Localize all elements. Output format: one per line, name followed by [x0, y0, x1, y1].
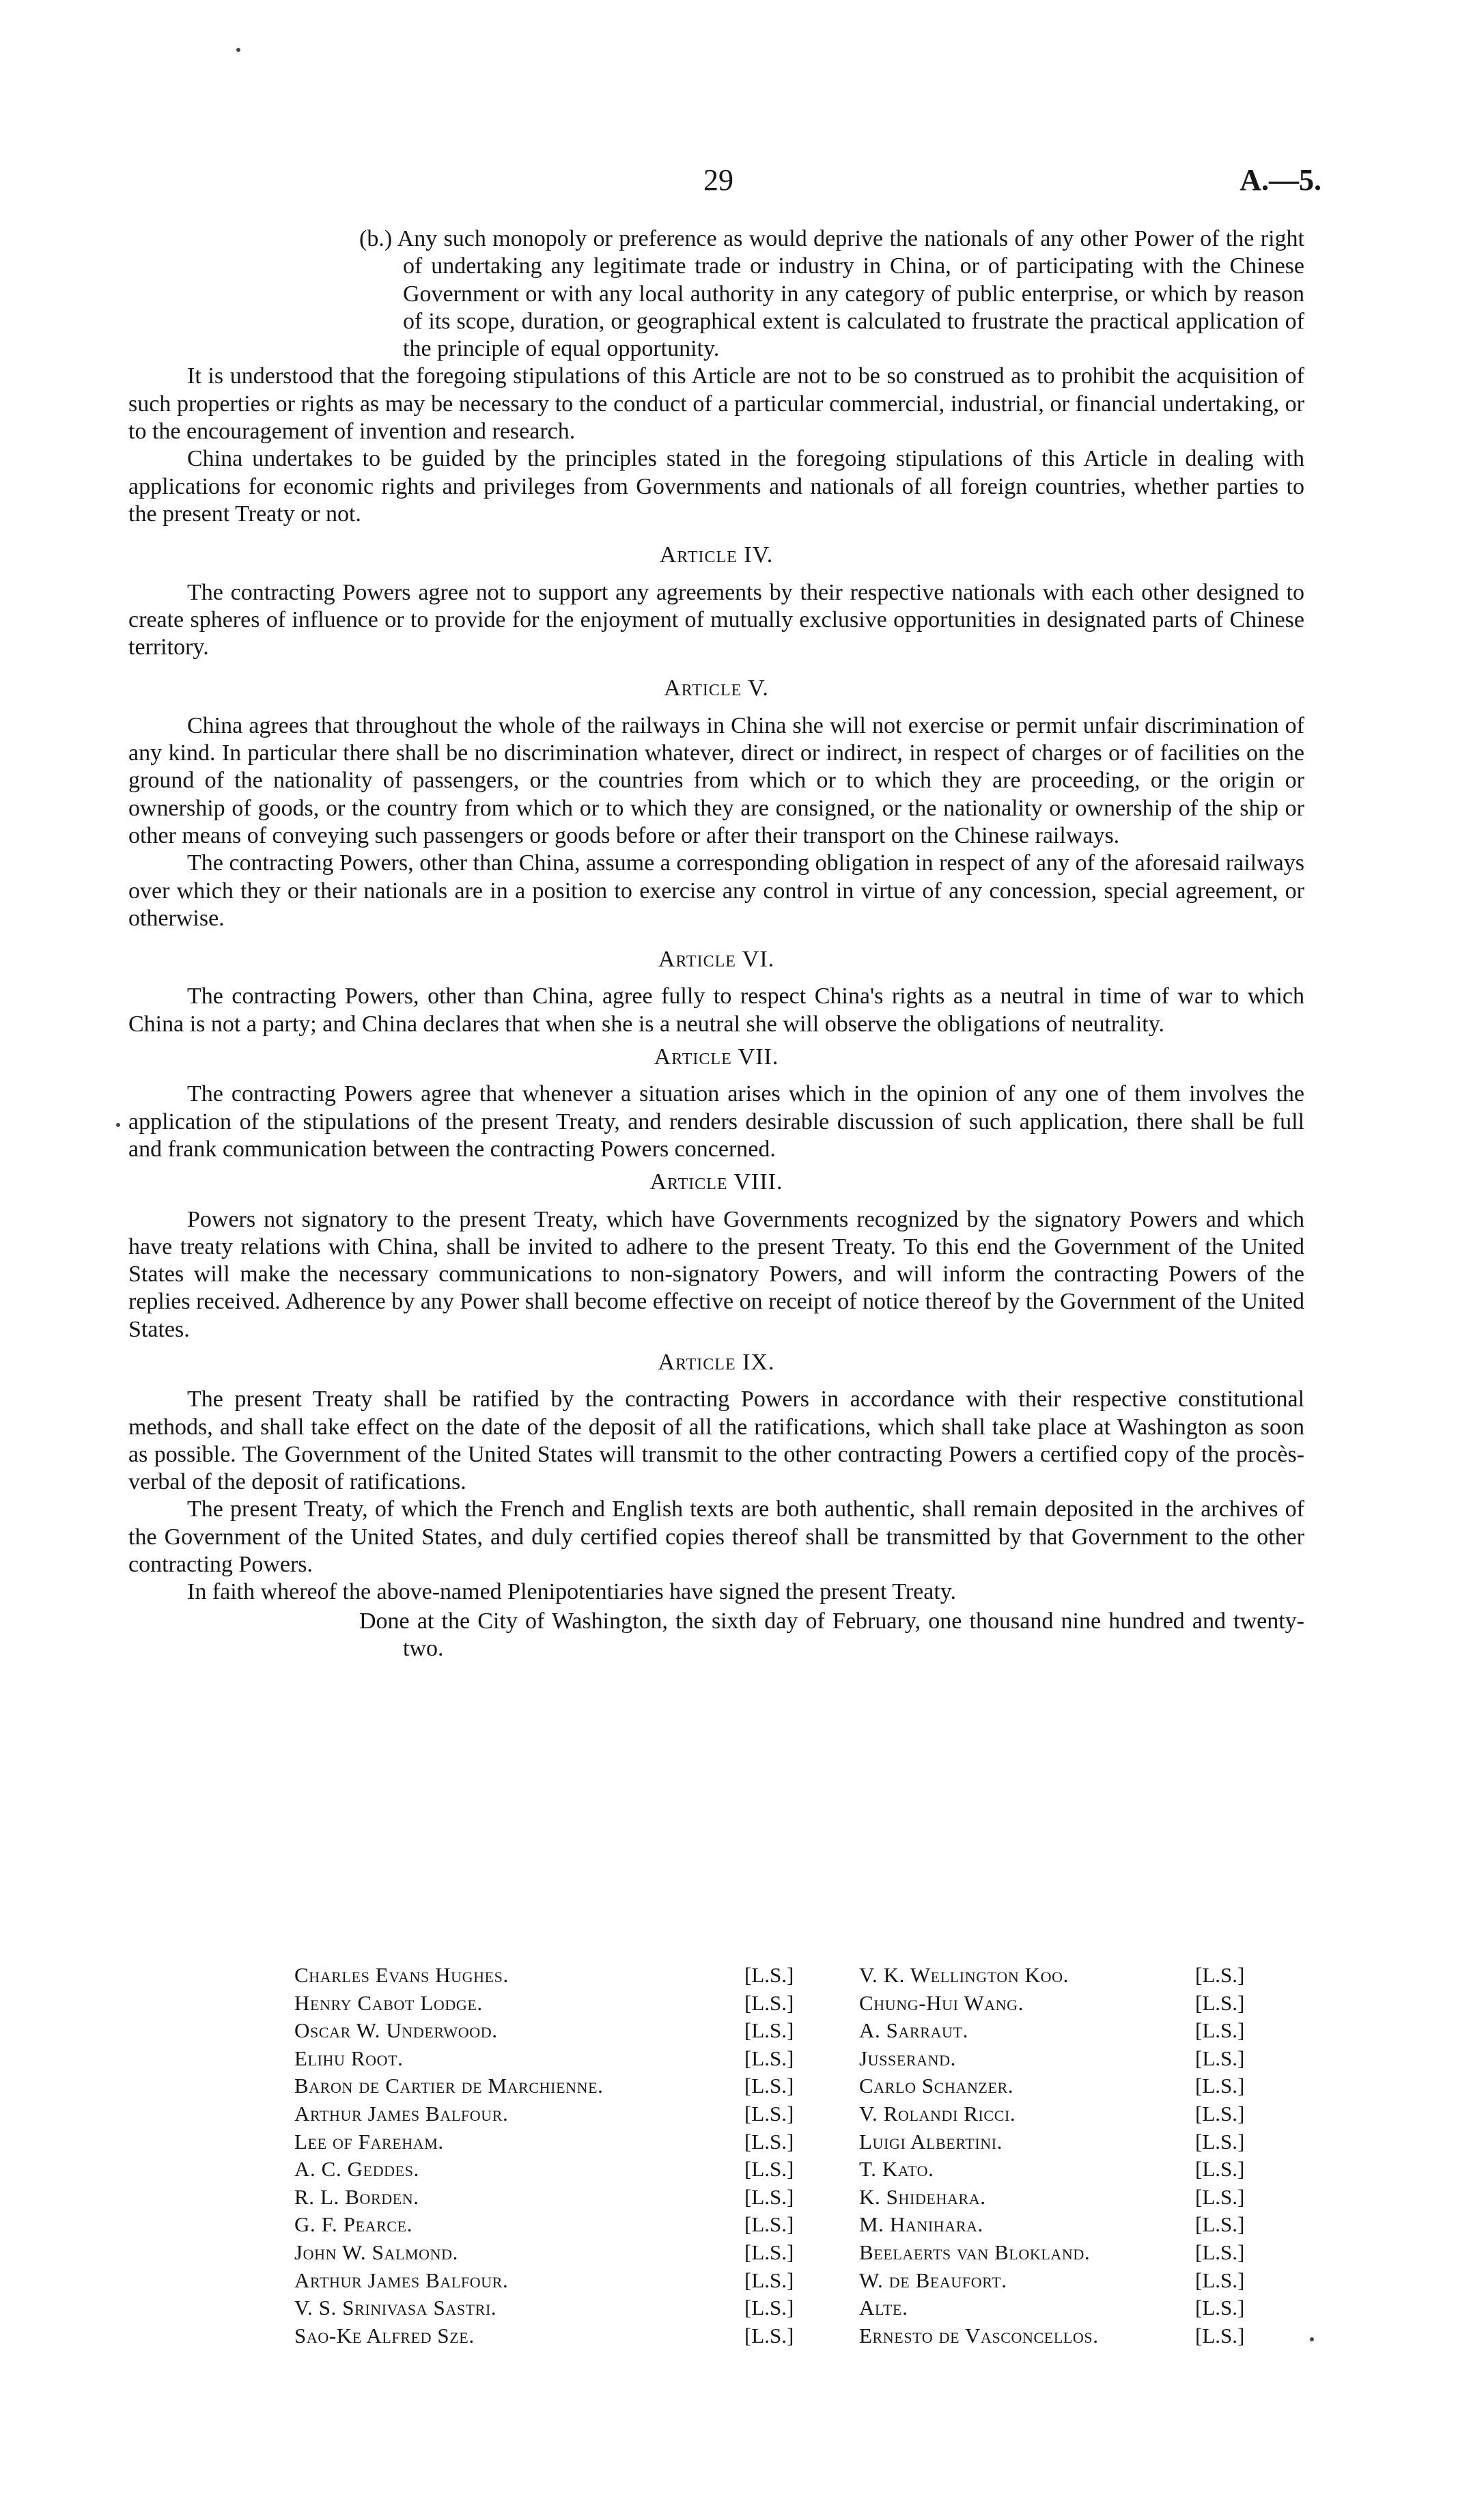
signatory-name: A. C. Geddes. [294, 2157, 419, 2182]
seal-mark: [L.S.] [744, 1990, 794, 2015]
seal-mark: [L.S.] [1195, 2101, 1245, 2126]
seal-mark: [L.S.] [1195, 2046, 1245, 2070]
seal-mark: [L.S.] [1195, 1963, 1245, 1987]
done-at-statement: Done at the City of Washington, the sixth day of February, one thousand nine hundred and twenty-two. [359, 1608, 1304, 1661]
signatory-name: Alte. [859, 2296, 908, 2320]
signatory-name: Beelaerts van Blokland. [859, 2240, 1091, 2264]
signatory-name: Luigi Albertini. [859, 2129, 1003, 2154]
article-ix-paragraph-3: In faith whereof the above-named Plenipotentiaries have signed the present Treaty. [187, 1579, 957, 1605]
seal-mark: [L.S.] [1195, 2129, 1245, 2154]
signatory-name: Sao-Ke Alfred Sze. [294, 2323, 475, 2348]
seal-mark: [L.S.] [1195, 2323, 1245, 2348]
signatory-name: V. S. Srinivasa Sastri. [294, 2296, 497, 2320]
scan-speck [236, 48, 240, 52]
signatory-row [859, 2156, 1310, 2184]
seal-mark: [L.S.] [744, 2074, 794, 2098]
paragraph-china-undertakes: China undertakes to be guided by the principles stated in the foregoing stipulations of this Article in dealing with applications for economic rights and privileges from Governments and nationals of all foreign countries, whether parties to the present Treaty or not. [128, 446, 1304, 527]
seal-mark: [L.S.] [744, 2212, 794, 2237]
article-ix-heading: Article IX. [658, 1349, 775, 1375]
signatory-name: K. Shidehara. [859, 2184, 986, 2209]
signatory-name: Henry Cabot Lodge. [294, 1990, 483, 2015]
signatory-row [294, 2267, 854, 2295]
seal-mark: [L.S.] [1195, 2268, 1245, 2292]
article-vi-heading: Article VI. [658, 947, 775, 973]
seal-mark: [L.S.] [1195, 2157, 1245, 2182]
seal-mark: [L.S.] [744, 2184, 794, 2209]
article-ix-paragraph-1: The present Treaty shall be ratified by the contracting Powers in accordance with their respective constitutional methods, and shall take effect on the date of the deposit of all the ratifications, which shall take place at Washington as soon as possible. The Government of the United States will transmit to the other contracting Powers a certified copy of the procès-verbal of the deposit of ratifications. [128, 1387, 1304, 1495]
signatory-name: W. de Beaufort. [859, 2268, 1007, 2292]
signatory-row [294, 2211, 854, 2239]
scan-speck [116, 1123, 120, 1127]
signatory-row [859, 2322, 1310, 2350]
signatory-row [294, 2017, 854, 2045]
signatory-row [294, 1990, 854, 2018]
seal-mark: [L.S.] [1195, 2296, 1245, 2320]
signatory-name: Arthur James Balfour. [294, 2268, 509, 2292]
article-iv-paragraph: The contracting Powers agree not to support any agreements by their respective nationals with each other designed to create spheres of influence or to provide for the enjoyment of mutually exclusive opportunities in designated parts of Chinese territory. [128, 579, 1304, 660]
seal-mark: [L.S.] [744, 2018, 794, 2043]
signatory-row [294, 2239, 854, 2267]
signatory-row [294, 2100, 854, 2128]
article-viii-heading: Article VIII. [649, 1169, 783, 1195]
clause-b: (b.) Any such monopoly or preference as would deprive the nationals of any other Power of the right of undertaking any legitimate trade or industry in China, or of participating with the Chinese Government or with any local authority in any category of public enterprise, or which by reason of its scope, duration, or geographical extent is calculated to frustrate the practical application of the principle of equal opportunity. [359, 226, 1304, 362]
signatory-name: Carlo Schanzer. [859, 2074, 1014, 2098]
article-vii-heading: Article VII. [654, 1044, 779, 1070]
signatory-name: R. L. Borden. [294, 2184, 419, 2209]
seal-mark: [L.S.] [1195, 2212, 1245, 2237]
signatory-column-right [859, 1962, 1310, 2350]
signatory-row [294, 2184, 854, 2212]
signatory-row [294, 1962, 854, 1990]
signatory-name: Oscar W. Underwood. [294, 2018, 498, 2043]
seal-mark: [L.S.] [744, 2323, 794, 2348]
seal-mark: [L.S.] [1195, 2018, 1245, 2043]
signatory-name: Chung-Hui Wang. [859, 1990, 1024, 2015]
signatory-row [859, 2267, 1310, 2295]
seal-mark: [L.S.] [744, 1963, 794, 1987]
signatory-name: G. F. Pearce. [294, 2212, 413, 2237]
signatory-column-left [294, 1962, 854, 2350]
article-vi-paragraph: The contracting Powers, other than China, agree fully to respect China's rights as a neutral in time of war to which China is not a party; and China declares that when she is a neutral she will observe the obligations of neutrality. [128, 984, 1304, 1037]
seal-mark: [L.S.] [744, 2129, 794, 2154]
article-ix-paragraph-2: The present Treaty, of which the French and English texts are both authentic, shall remain deposited in the archives of the Government of the United States, and duly certified copies thereof shall be transmitted by that Government to the other contracting Powers. [128, 1496, 1304, 1578]
article-v-paragraph-1: China agrees that throughout the whole of the railways in China she will not exercise or permit unfair discrimination of any kind. In particular there shall be no discrimination whatever, direct or indirect, in respect of charges or of facilities on the ground of the nationality of passengers, or the countries from which or to which they are proceeding, or the origin or ownership of goods, or the country from which or to which they are consigned, or the nationality or ownership of the ship or other means of conveying such passengers or goods before or after their transport on the Chinese railways. [128, 712, 1304, 848]
signatory-name: Baron de Cartier de Marchienne. [294, 2074, 604, 2098]
signatory-name: Jusserand. [859, 2046, 956, 2070]
signatory-row [294, 2294, 854, 2322]
document-reference: A.—5. [1240, 163, 1321, 197]
article-v-paragraph-2: The contracting Powers, other than China, assume a corresponding obligation in respect of any of the aforesaid railways over which they or their nationals are in a position to exercise any control in virtue of any concession, special agreement, or otherwise. [128, 850, 1304, 931]
signatory-name: John W. Salmond. [294, 2240, 458, 2264]
article-viii-paragraph: Powers not signatory to the present Treaty, which have Governments recognized by the signatory Powers and which have treaty relations with China, shall be invited to adhere to the present Treaty. To this end the Government of the United States will make the necessary communications to non-signatory Powers, and will inform the contracting Powers of the replies received. Adherence by any Power shall become effective on receipt of notice thereof by the Government of the United States. [128, 1206, 1304, 1342]
seal-mark: [L.S.] [744, 2240, 794, 2264]
seal-mark: [L.S.] [744, 2157, 794, 2182]
signatory-row [859, 2045, 1310, 2073]
seal-mark: [L.S.] [744, 2268, 794, 2292]
signatory-row [859, 1990, 1310, 2018]
article-vii-paragraph: The contracting Powers agree that whenever a situation arises which in the opinion of any one of them involves the application of the stipulations of the present Treaty, and renders desirable discussion of such application, there shall be full and frank communication between the contracting Powers concerned. [128, 1081, 1304, 1162]
page-number: 29 [703, 163, 733, 197]
seal-mark: [L.S.] [1195, 2240, 1245, 2264]
signatory-row [859, 2128, 1310, 2156]
signatory-row [859, 2017, 1310, 2045]
paragraph-understood: It is understood that the foregoing stipulations of this Article are not to be so construed as to prohibit the acquisition of such properties or rights as may be necessary to the conduct of a particular commercial, industrial, or financial undertaking, or to the encouragement of invention and research. [128, 363, 1304, 445]
signatory-row [294, 2072, 854, 2100]
signatory-row [859, 1962, 1310, 1990]
seal-mark: [L.S.] [1195, 1990, 1245, 2015]
scan-speck [1310, 2337, 1314, 2341]
seal-mark: [L.S.] [744, 2046, 794, 2070]
seal-mark: [L.S.] [1195, 2074, 1245, 2098]
signatory-name: V. K. Wellington Koo. [859, 1963, 1069, 1987]
signatory-row [859, 2239, 1310, 2267]
signatory-name: Elihu Root. [294, 2046, 404, 2070]
seal-mark: [L.S.] [1195, 2184, 1245, 2209]
signatory-row [294, 2128, 854, 2156]
article-v-heading: Article V. [664, 676, 769, 701]
signatory-name: Arthur James Balfour. [294, 2101, 509, 2126]
signatory-row [859, 2211, 1310, 2239]
signatory-name: Lee of Fareham. [294, 2129, 444, 2154]
signatory-row [859, 2294, 1310, 2322]
signatory-name: M. Hanihara. [859, 2212, 983, 2237]
signatory-name: A. Sarraut. [859, 2018, 968, 2043]
treaty-text [128, 225, 1304, 1662]
signatory-row [294, 2156, 854, 2184]
seal-mark: [L.S.] [744, 2101, 794, 2126]
page-header [0, 163, 1484, 204]
signatory-name: V. Rolandi Ricci. [859, 2101, 1016, 2126]
article-iv-heading: Article IV. [659, 542, 774, 568]
signatory-row [859, 2072, 1310, 2100]
signatory-name: Ernesto de Vasconcellos. [859, 2323, 1099, 2348]
signatory-row [859, 2100, 1310, 2128]
signatory-name: Charles Evans Hughes. [294, 1963, 509, 1987]
signatory-name: T. Kato. [859, 2157, 934, 2182]
signatory-row [294, 2322, 854, 2350]
signatory-row [859, 2184, 1310, 2212]
signatory-row [294, 2045, 854, 2073]
seal-mark: [L.S.] [744, 2296, 794, 2320]
